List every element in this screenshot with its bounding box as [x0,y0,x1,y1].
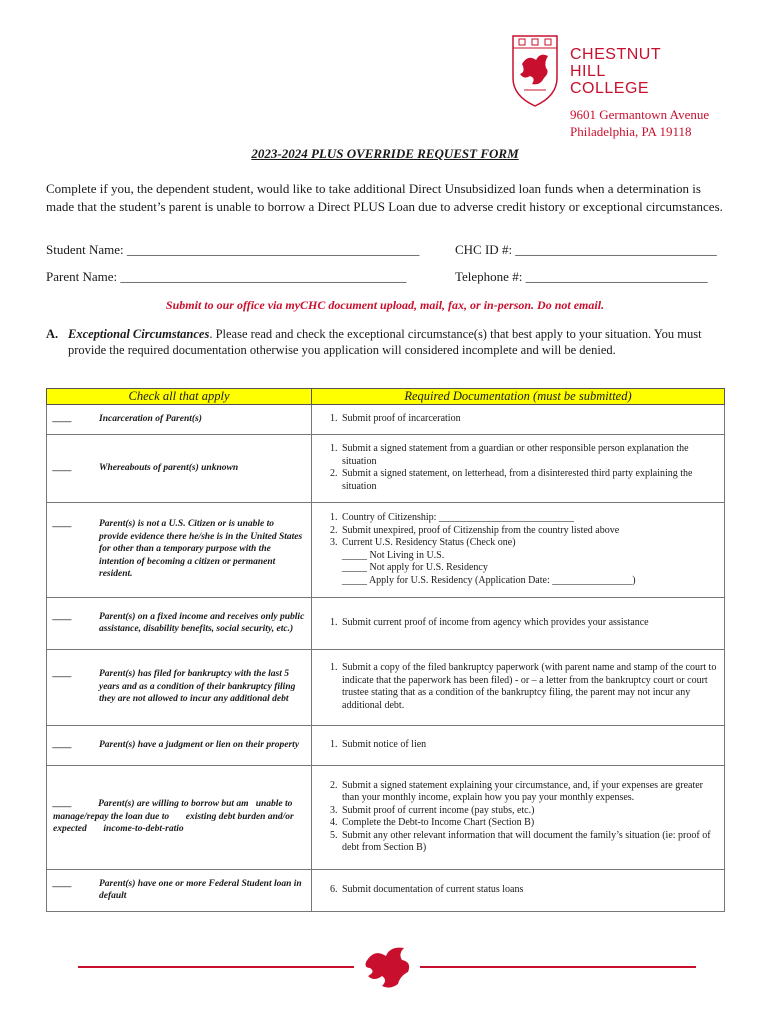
college-name-line: COLLEGE [570,80,650,97]
student-name-field[interactable]: Student Name: _____________________________________________ [46,242,420,257]
doc-item: 3. Submit proof of current income (pay stubs, etc.) [340,805,718,818]
address-line-1: 9601 Germantown Avenue [570,107,710,122]
section-a [46,326,726,358]
check-blank[interactable]: ____ [53,739,72,750]
circumstance-part: unable to manage/repay the loan due to [53,799,293,822]
section-a-heading: Exceptional Circumstances [68,327,210,341]
requirements-table [46,388,725,912]
residency-option[interactable]: _____ Not Living in U.S. [342,549,445,561]
doc-item: 1. Submit a copy of the filed bankruptcy paperwork (with parent name and stamp of the court to indicate that the paperwork has been filed) - or – a letter from the bankruptcy court or court trustee stating that as a condition of the bankruptcy filing, the parent may not incur any additional debt. [340,662,718,712]
table-row [47,597,725,649]
submit-notice: Submit to our office via myCHC document upload, mail, fax, or in-person. Do not email. [165,298,605,312]
residency-option[interactable]: _____ Apply for U.S. Residency (Application Date: ________________) [342,574,636,586]
check-blank[interactable]: ____ [53,519,72,530]
form-title: 2023-2024 PLUS OVERRIDE REQUEST FORM [251,146,519,161]
circumstance-text: Parent(s) has filed for bankruptcy with the last 5 years and as a condition of their bankruptcy filing they are not allowed to incur any additional debt [99,669,296,705]
table-row [47,869,725,911]
telephone-field[interactable]: Telephone #: ____________________________ [455,269,708,284]
table-row [47,404,725,434]
doc-item: 1. Submit proof of incarceration [340,413,718,426]
circumstance-part: income-to-debt-ratio [103,824,184,835]
check-blank[interactable]: ____ [53,611,72,622]
circumstance-text [53,798,305,836]
doc-item: 1. Submit current proof of income from agency which provides your assistance [340,617,718,630]
doc-item [340,537,718,587]
doc-item: 2. Submit unexpired, proof of Citizenship from the country listed above [340,525,718,538]
col-header-check: Check all that apply [47,389,312,405]
doc-item: 2. Submit a signed statement, on letterhead, from a disinterested third party explaining the situation [340,468,718,493]
circumstance-text: Parent(s) have one or more Federal Student loan in default [99,878,302,901]
circumstance-part: Parent(s) are willing to borrow but am [98,799,249,810]
table-row [47,725,725,765]
check-blank[interactable]: ____ [53,462,72,473]
table-row [47,502,725,597]
table-row [47,765,725,869]
doc-item: 1. Submit a signed statement from a guardian or other responsible person explanation the situation [340,443,718,468]
circumstance-text: Parent(s) on a fixed income and receives only public assistance, disability benefits, social security, etc.) [99,611,305,634]
circumstance-text: Incarceration of Parent(s) [99,413,202,424]
section-a-text: . Please read and check the exceptional circumstance(s) that best apply to your situation. You must provide the required documentation otherwise you application will considered incomplete and will be denied. [68,327,702,357]
check-blank[interactable]: ____ [53,799,72,810]
circumstance-part: existing debt burden and/or expected [53,811,294,835]
doc-item: 5. Submit any other relevant information that will document the family’s situation (ie: proof of debt from Section B) [340,830,718,855]
circumstance-text: Parent(s) have a judgment or lien on their property [99,739,300,750]
dragon-crest-icon [510,34,560,108]
college-address [570,106,709,140]
doc-item: 6. Submit documentation of current status loans [340,884,718,897]
circumstance-text: Whereabouts of parent(s) unknown [99,462,239,473]
intro-paragraph: Complete if you, the dependent student, would like to take additional Direct Unsubsidized loan funds when a determination is made that the student’s parent is unable to borrow a Direct PLUS Loan due to adverse credit history or exceptional circumstances. [46,181,723,214]
chc-id-field[interactable]: CHC ID #: _______________________________ [455,242,717,257]
check-blank[interactable]: ____ [53,413,72,424]
college-logo [508,34,748,144]
college-name [570,46,661,97]
parent-name-field[interactable]: Parent Name: ____________________________________________ [46,269,407,284]
doc-item: 4. Complete the Debt-to Income Chart (Section B) [340,817,718,830]
doc-item: 2. Submit a signed statement explaining your circumstance, and, if your expenses are greater than your monthly income, explain how you pay your monthly expenses. [340,780,718,805]
doc-item-text: Current U.S. Residency Status (Check one) [342,537,516,548]
circumstance-text: Parent(s) is not a U.S. Citizen or is unable to provide evidence there he/she is in the United States for other than a temporary purpose with the intention of becoming a citizen or permanent resident. [99,519,303,580]
doc-item: 1. Country of Citizenship: ___________________________ [340,512,718,525]
college-name-line: CHESTNUT [570,46,662,63]
footer-divider-left [78,966,354,968]
college-name-line: HILL [570,63,606,80]
table-row [47,649,725,725]
section-a-label: A. [46,327,59,341]
residency-option[interactable]: _____ Not apply for U.S. Residency [342,562,488,573]
col-header-docs: Required Documentation (must be submitted) [312,389,725,405]
footer-divider-right [420,966,696,968]
doc-item: 1. Submit notice of lien [340,739,718,752]
dragon-icon [360,942,416,992]
check-blank[interactable]: ____ [53,878,72,889]
table-row [47,434,725,502]
check-blank[interactable]: ____ [53,669,72,680]
address-line-2: Philadelphia, PA 19118 [570,124,692,139]
